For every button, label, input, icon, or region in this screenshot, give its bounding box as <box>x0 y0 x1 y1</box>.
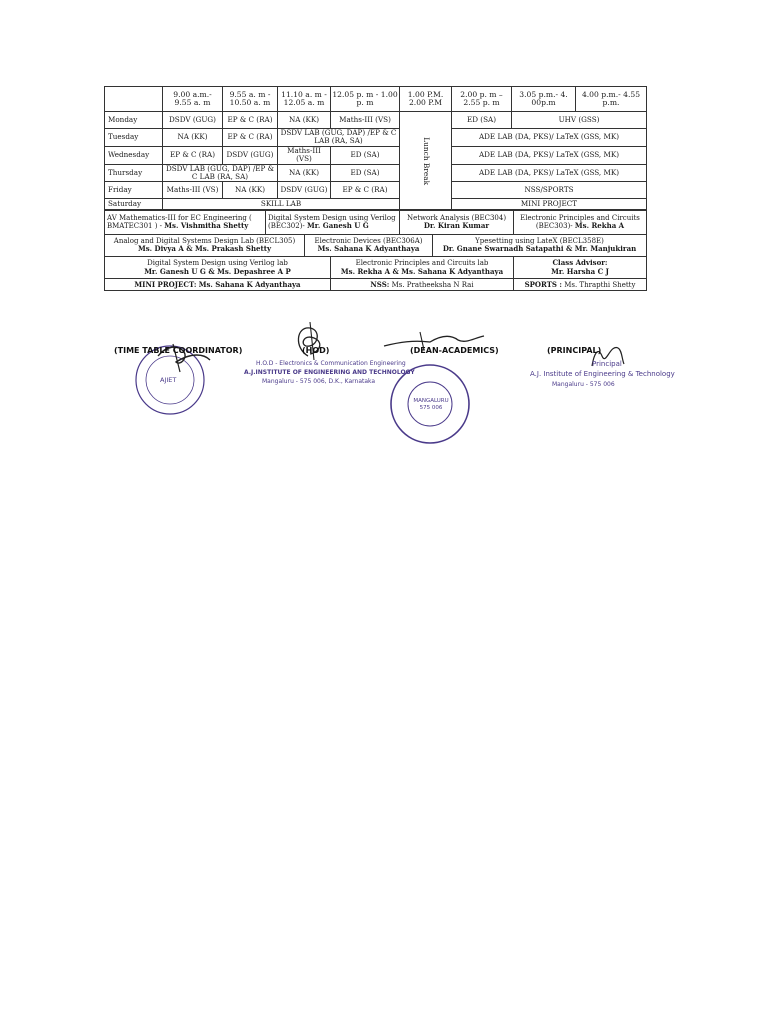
subject-row <box>105 234 647 256</box>
day-row-tuesday <box>105 129 647 147</box>
day-row-monday <box>105 112 647 129</box>
principal-stamp-line2: A.J. Institute of Engineering & Technology <box>530 370 675 378</box>
day-row-wednesday <box>105 146 647 164</box>
class-cell: EP & C (RA) <box>223 129 278 147</box>
coordinator-caption: (TIME TABLE COORDINATOR) <box>114 346 243 355</box>
subject-cell <box>105 257 331 279</box>
day-row-saturday <box>105 199 647 210</box>
subject-title: Ypesetting using LateX (BECL358E) <box>475 237 604 246</box>
subject-title: Electronic Principles and Circuits (BEC303)- <box>520 213 640 231</box>
subject-teacher-table-3 <box>104 256 647 279</box>
sports-name: Ms. Thrapthi Shetty <box>564 280 636 289</box>
mini-project-cell <box>105 279 331 291</box>
class-cell: EP & C (RA) <box>223 112 278 129</box>
subject-teacher-table-2 <box>104 234 647 257</box>
class-cell: NA (KK) <box>163 129 223 147</box>
sports-label: SPORTS : <box>524 279 562 289</box>
hod-stamp-line3: Mangaluru - 575 006, D.K., Karnataka <box>262 378 376 385</box>
mini-project-name: Ms. Sahana K Adyanthaya <box>198 279 301 289</box>
subject-cell <box>266 210 400 234</box>
class-cell: NSS/SPORTS <box>452 182 647 199</box>
principal-caption: (PRINCIPAL) <box>547 346 602 355</box>
class-cell: ED (SA) <box>452 112 512 129</box>
hod-stamp-line1: H.O.D - Electronics & Communication Engineering <box>256 360 406 367</box>
teacher-name: Ms. Vishmitha Shetty <box>164 221 249 231</box>
class-cell: DSDV (GUG) <box>223 146 278 164</box>
teacher-name: Dr. Kiran Kumar <box>423 221 490 231</box>
subject-cell <box>105 210 266 234</box>
class-cell: UHV (GSS) <box>512 112 647 129</box>
class-cell: EP & C (RA) <box>163 146 223 164</box>
class-cell: DSDV LAB (GUG, DAP) /EP & C LAB (RA, SA) <box>278 129 400 147</box>
day-row-thursday <box>105 164 647 182</box>
coordinator-stamp-text: AJIET <box>160 376 177 384</box>
principal-stamp-line1: Principal <box>592 360 622 368</box>
timetable-sheet <box>104 86 646 291</box>
time-slot: 3.05 p.m.- 4. 00p.m <box>512 87 576 112</box>
nss-label: NSS: <box>370 279 390 289</box>
subject-row <box>105 210 647 234</box>
teacher-name: Ms. Rekha A & Ms. Sahana K Adyanthaya <box>340 266 504 276</box>
subject-cell <box>305 234 433 256</box>
teacher-name: Mr. Ganesh U G & Ms. Depashree A P <box>144 266 291 276</box>
subject-cell <box>433 234 647 256</box>
day-label: Friday <box>105 182 163 199</box>
class-cell: DSDV (GUG) <box>163 112 223 129</box>
subject-cell <box>105 234 305 256</box>
subject-cell <box>514 210 647 234</box>
class-advisor-name: Mr. Harsha C J <box>551 266 609 276</box>
time-slot: 4.00 p.m.- 4.55 p.m. <box>576 87 647 112</box>
time-slot: 1.00 P.M. 2.00 P.M <box>400 87 452 112</box>
class-cell: DSDV LAB (GUG, DAP) /EP & C LAB (RA, SA) <box>163 164 278 182</box>
subject-cell <box>331 257 514 279</box>
class-advisor-label: Class Advisor: <box>552 258 608 268</box>
subject-title: Digital System Design using Verilog lab <box>147 259 288 268</box>
lunch-break-cell <box>400 112 452 210</box>
teacher-name: Ms. Sahana K Adyanthaya <box>317 244 420 254</box>
class-cell: ADE LAB (DA, PKS)/ LaTeX (GSS, MK) <box>452 146 647 164</box>
time-slot: 11.10 a. m - 12.05 a. m <box>278 87 331 112</box>
day-row-friday <box>105 182 647 199</box>
day-label: Monday <box>105 112 163 129</box>
subject-title: AV Mathematics-III for EC Engineering ( BMATEC301 ) - <box>107 213 252 231</box>
class-cell: ED (SA) <box>331 164 400 182</box>
hod-caption: (HOD) <box>302 346 330 355</box>
time-slot: 2.00 p. m – 2.55 p. m <box>452 87 512 112</box>
class-cell: SKILL LAB <box>163 199 400 210</box>
class-cell: NA (KK) <box>278 164 331 182</box>
subject-cell <box>400 210 514 234</box>
class-cell: MINI PROJECT <box>452 199 647 210</box>
teacher-name: Ms. Divya A & Ms. Prakash Shetty <box>137 244 272 254</box>
nss-name: Ms. Pratheeksha N Rai <box>391 280 474 289</box>
subject-title: Digital System Design using Verilog (BEC302)- <box>268 213 396 231</box>
hod-stamp-line2: A.J.INSTITUTE OF ENGINEERING AND TECHNOLOGY <box>244 369 415 376</box>
sports-cell <box>514 279 647 291</box>
day-label: Wednesday <box>105 146 163 164</box>
class-cell: ADE LAB (DA, PKS)/ LaTeX (GSS, MK) <box>452 129 647 147</box>
teacher-name: Ms. Rekha A <box>574 221 625 231</box>
class-cell: Maths-III (VS) <box>331 112 400 129</box>
round-stamp-center-text: MANGALURU 575 006 <box>413 398 449 411</box>
coordinator-row <box>105 279 647 291</box>
class-cell: ADE LAB (DA, PKS)/ LaTeX (GSS, MK) <box>452 164 647 182</box>
subject-row <box>105 257 647 279</box>
timetable <box>104 86 647 210</box>
class-advisor-cell <box>514 257 647 279</box>
time-slot: 9.00 a.m.- 9.55 a. m <box>163 87 223 112</box>
day-label: Thursday <box>105 164 163 182</box>
class-cell: ED (SA) <box>331 146 400 164</box>
teacher-name: Dr. Gnane Swarnadh Satapathi & Mr. Manjukiran <box>442 244 637 254</box>
time-slot: 12.05 p. m - 1.00 p. m <box>331 87 400 112</box>
class-cell: Maths-III (VS) <box>278 146 331 164</box>
time-slot: 9.55 a. m - 10.50 a. m <box>223 87 278 112</box>
subject-title: Network Analysis (BEC304) <box>406 213 507 222</box>
coordinator-table <box>104 278 647 291</box>
class-cell: NA (KK) <box>223 182 278 199</box>
class-cell: EP & C (RA) <box>331 182 400 199</box>
lunch-break-label: Lunch Break <box>421 136 431 185</box>
subject-title: Electronic Devices (BEC306A) <box>314 237 423 246</box>
class-cell: Maths-III (VS) <box>163 182 223 199</box>
mini-project-label: MINI PROJECT: <box>134 279 197 289</box>
subject-teacher-table <box>104 210 647 235</box>
day-label: Saturday <box>105 199 163 210</box>
principal-stamp-line3: Mangaluru - 575 006 <box>552 381 615 388</box>
hod-signature <box>280 318 340 362</box>
dean-caption: (DEAN-ACADEMICS) <box>410 346 499 355</box>
class-cell: NA (KK) <box>278 112 331 129</box>
day-label: Tuesday <box>105 129 163 147</box>
subject-title: Electronic Principles and Circuits lab <box>355 259 489 268</box>
nss-cell <box>331 279 514 291</box>
subject-title: Analog and Digital Systems Design Lab (BECL305) <box>113 237 296 246</box>
time-header-row <box>105 87 647 112</box>
teacher-name: Mr. Ganesh U G <box>307 221 369 231</box>
class-cell: DSDV (GUG) <box>278 182 331 199</box>
